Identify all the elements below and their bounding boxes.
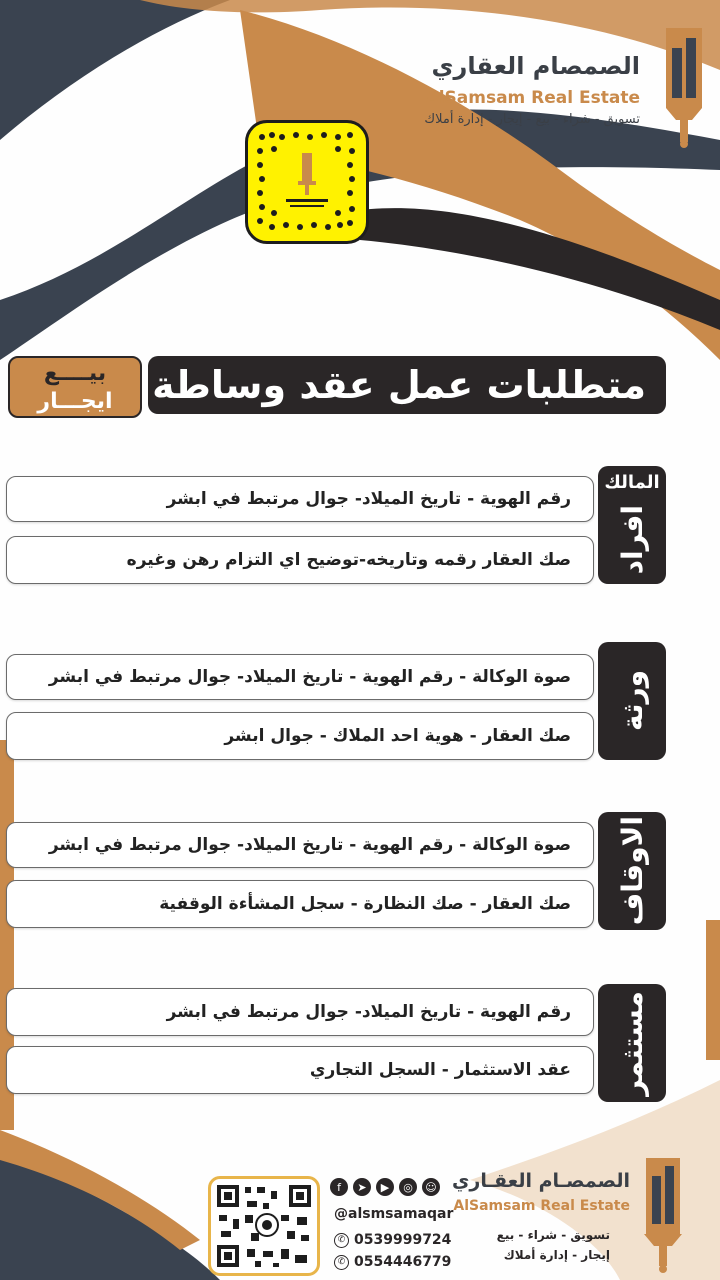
phone-2-number: 0554446779	[354, 1254, 452, 1270]
section-label-investor: مستثمر	[598, 984, 666, 1102]
requirement-row: صوة الوكالة - رقم الهوية - تاريخ الميلاد- جوال مرتبط في ابشر	[6, 822, 594, 868]
snapchat-icon[interactable]: ☺	[422, 1178, 440, 1196]
requirement-row: صك العقار - هوية احد الملاك - جوال ابشر	[6, 712, 594, 760]
qr-pattern	[211, 1179, 317, 1273]
footer-brand-en: AlSamsam Real Estate	[453, 1198, 630, 1214]
brand-name-ar: الصمصام العقاري	[431, 52, 640, 80]
whatsapp-icon: ✆	[334, 1255, 349, 1270]
phone-1[interactable]	[334, 1232, 451, 1248]
logo-icon	[662, 28, 706, 148]
section-label-heirs: ورثة	[598, 642, 666, 760]
brand-tagline: تسويق - شراء - بيع - إيجار - إدارة أملاك	[424, 112, 640, 127]
social-icons	[330, 1178, 440, 1196]
snapcode-pattern	[248, 123, 366, 241]
section-owner-label: المالك	[604, 471, 660, 493]
instagram-icon[interactable]: ◎	[399, 1178, 417, 1196]
footer-brand-ar: الصمصـام العقـاري	[451, 1170, 630, 1192]
requirement-row: صك العقار - صك النظارة - سجل المشأءة الوقفية	[6, 880, 594, 928]
facebook-icon[interactable]: f	[330, 1178, 348, 1196]
brand-name-en: AlSamsam Real Estate	[425, 88, 640, 108]
section-label-individuals: افراد	[598, 466, 666, 584]
deal-type-badge	[8, 356, 142, 418]
phone-1-number: 0539999724	[354, 1232, 452, 1248]
footer-logo-icon	[640, 1158, 686, 1274]
phone-2[interactable]	[334, 1254, 451, 1270]
page-title: متطلبات عمل عقد وساطة	[148, 356, 666, 414]
footer-tagline-2: إيجار - إدارة أملاك	[503, 1248, 610, 1262]
requirement-row: رقم الهوية - تاريخ الميلاد- جوال مرتبط في ابشر	[6, 476, 594, 522]
footer-tagline-1: تسويق - شراء - بيع	[496, 1228, 610, 1242]
social-handle[interactable]: @alsmsamaqar	[334, 1206, 454, 1222]
youtube-icon[interactable]: ▶	[376, 1178, 394, 1196]
requirement-row: صك العقار رقمه وتاريخه-توضيح اي التزام رهن وغيره	[6, 536, 594, 584]
requirement-row: رقم الهوية - تاريخ الميلاد- جوال مرتبط في ابشر	[6, 988, 594, 1036]
telegram-icon[interactable]: ➤	[353, 1178, 371, 1196]
qr-code-icon[interactable]	[208, 1176, 320, 1276]
snapcode-icon[interactable]	[245, 120, 369, 244]
badge-sale: بيــــع	[43, 361, 107, 386]
whatsapp-icon: ✆	[334, 1233, 349, 1248]
section-label-endowments: الاوقاف	[598, 812, 666, 930]
requirement-row: عقد الاستثمار - السجل التجاري	[6, 1046, 594, 1094]
badge-rent: ايجـــار	[37, 389, 113, 414]
requirement-row: صوة الوكالة - رقم الهوية - تاريخ الميلاد- جوال مرتبط في ابشر	[6, 654, 594, 700]
